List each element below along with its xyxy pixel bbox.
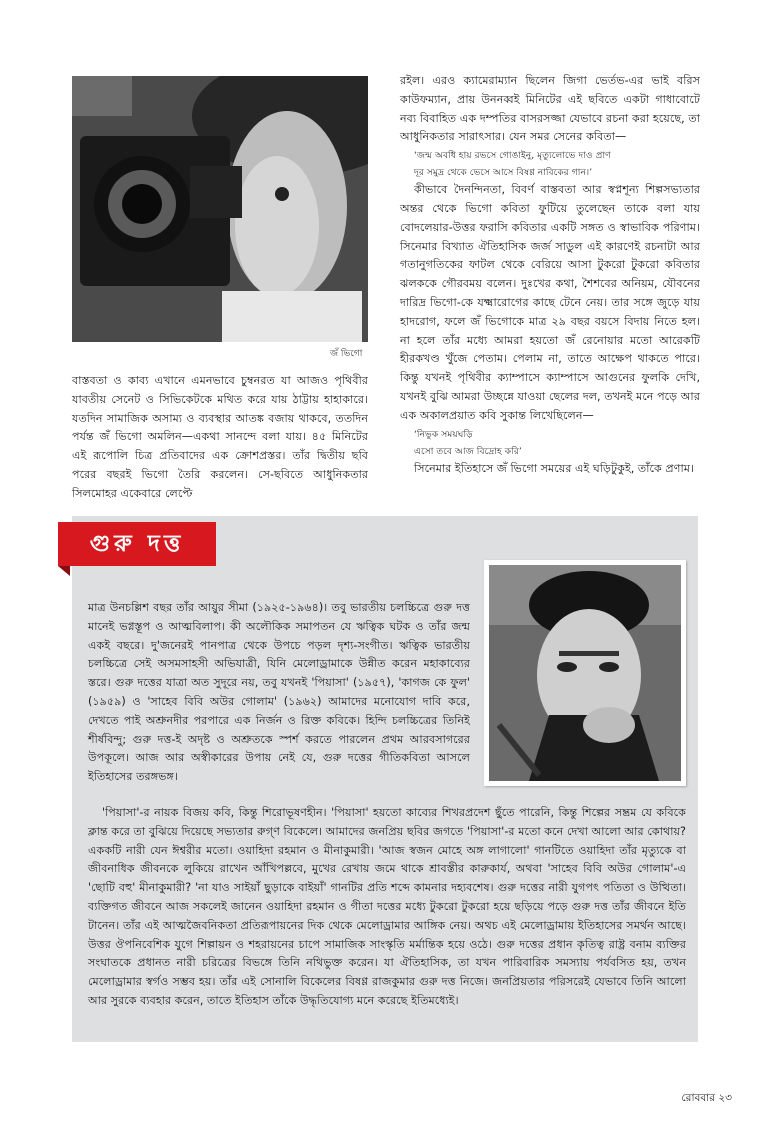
- page-footer: রোববার ২৩: [681, 1092, 732, 1104]
- section-lower-text: 'পিয়াসা'-র নায়ক বিজয় কবি, কিন্তু শিরোভূষণহীন। 'পিয়াসা' হয়তো কাব্যের শিখরপ্রদেশ ছুঁতে পারেনি, কিন্তু শিল্পের সম্ভ্রম যে কবিকে ক্লান্ত করে তা বুঝিয়ে দিয়েছে সভ্যতার রুগ্‌ণ বিকেলে। আমাদের জনপ্রিয় ছবির জগতে 'পিয়াসা'-র মতো কনে দেখা আলো আর কোথায়? এককটি নারী যেন ঈশ্বরীর মতো। ওয়াহিদা রহমান ও মীনাকুমারী। 'আজ স্বজন মোহে অঙ্গ লাগালো' গানটিতে ওয়াহিদা তাঁর মৃত্যুকে বা জীবনাধিক জীবনকে লুকিয়ে রাখেন আঁখিপল্লবে, মুখের রেখায় জমে থাকে শ্রাবস্তীর কারুকার্য, অথবা 'সাহেব বিবি অউর গোলাম'-এ 'ছোটি বহু' মীনাকুমারী? 'না যাও সাইয়াঁ ছুড়াকে বাইয়াঁ' গানটির প্রতি শব্দে কামনার দহ্যবশেষ। গুরু দত্তের নারী যুগপৎ পতিতা ও উত্থিতা। ব্যক্তিগত জীবনে আজ সকলেই জানেন ওয়াহিদা রহমান ও গীতা দত্তের মধ্যে টুকরো টুকরো হয়ে ছড়িয়ে পড়ে গুরু দত্ত তাঁর জীবনে ইতি টানেন। তাঁর এই আত্মজৈবনিকতা প্রতিরূপায়নের দিক থেকে মেলোড্রামার আঙ্গিক নেয়। অথচ এই মেলোড্রামায় ইতিহাসের সমর্থন আছে। উত্তর ঔপনিবেশিক যুগে শিল্পায়ন ও শহরায়নের চাপে সামাজিক সাংস্কৃতি মর্মান্তিক হয়ে ওঠে। গুরু দত্তের প্রধান কৃতিত্ব রাষ্ট্র বনাম ব্যক্তির সংঘাতকে প্রধানত নারী চরিত্রের বিভঙ্গে তিনি নথিভুক্ত করেন। যা ঐতিহাসিক, তা যখন পারিবারিক সমস্যায় পর্যবসিত হয়, তখন মেলোড্রামার স্বর্গও সম্ভব হয়। তাঁর এই সোনালি বিকেলের বিষণ্ণ রাজকুমার গুরু দত্ত নিজে। জনপ্রিয়তার পরিসরেই যেভাবে তিনি আলো আর সুরকে ব্যবহার করেন, তাতে ইতিহাস তাঁকে উদ্ধৃতিযোগ্য মনে করেছে ইতিমধ্যেই।: [88, 806, 686, 1007]
- right-paragraph-1: রইল। এরও ক্যামেরাম্যান ছিলেন জিগা ভের্তভ-এর ভাই বরিস কাউফম্যান, প্রায় উননব্বই মিনিটের এই ছবিতে একটা গাধাবোটে নব্য বিবাহিত এক দম্পতির বাসরসজ্জা যেভাবে রচনা করা হয়েছে, তা আধুনিকতার সারাৎসার। যেন সমর সেনের কবিতা—: [400, 74, 700, 144]
- right-column-text: [400, 72, 700, 478]
- poem-sukanta: [400, 426, 700, 460]
- poem-line: এসো তবে আজ বিদ্রোহ করি’: [414, 445, 522, 457]
- section-banner-title: গুরু দত্ত: [58, 522, 216, 566]
- right-paragraph-2: কীভাবে দৈনন্দিনতা, বিবর্ণ বাস্তবতা আর স্বপ্নশূন্য শিল্পসভ্যতার অন্তর থেকে ভিগো কবিতা ফুটিয়ে তুলেছেন তাকে বলা যায় বোদলেয়ার-উত্তর ফরাসি কবিতার একটি সঙ্গত ও স্বাভাবিক পরিণাম। সিনেমার বিখ্যাত ঐতিহাসিক জর্জ সাডুল এই কারণেই রচনাটা আর গতানুগতিকের ফাটল থেকে বেরিয়ে আসা টুকরো টুকরো কবিতার ঝলককে গৌরবময় বলেন। দুঃখের কথা, শৈশবের অনিয়ম, যৌবনের দারিদ্র ভিগো-কে যক্ষ্মারোগের কাছে টেনে নেয়। তার সঙ্গে জুড়ে যায় হাদরোগ, ফলে জঁ ভিগোকে মাত্র ২৯ বছর বয়সে বিদায় নিতে হল। না হলে তাঁর মধ্যে আমরা হয়তো জঁ রেনোয়ার মতো আরেকটি হীরকখণ্ড খুঁজে পেতাম। পেলাম না, তাতে আক্ষেপ থাকতে পারে। কিন্তু যখনই পৃথিবীর ক্যাম্পাসে ক্যাম্পাসে আগুনের ফুলকি দেখি, যখনই বুঝি আমরা উচ্ছন্নে যাওয়া ছেলের দল, তখনই মনে পড়ে আর এক অকালপ্রয়াত কবি সুকান্ত লিখেছিলেন—: [400, 183, 700, 422]
- left-column-text: [72, 372, 368, 504]
- guru-dutt-photo: [489, 565, 681, 781]
- poem-line: ‘জন্ম অবধি হায় রভসে গোঙাইনু, মৃত্যুলোভে দাও প্রাণ: [414, 150, 611, 162]
- section-upper-text: মাত্র উনচল্লিশ বছর তাঁর আয়ুর সীমা (১৯২৫-১৯৬৪)। তবু ভারতীয় চলচ্চিত্রে গুরু দত্ত মানেই ভগ্নস্তূপ ও আত্মবিলাপ। কী অলৌকিক সমাপতন যে ঋত্বিক ঘটক ও তাঁর জন্ম একই বছরে। দু'জনেরই পানপাত্র থেকে উপচে পড়ল দৃশ্য-সংগীত। ঋত্বিক ভারতীয় চলচ্চিত্রে সেই অসমসাহসী অভিযাত্রী, যিনি মেলোড্রামাকে উন্নীত করেন মহাকাব্যের স্তরে। গুরু দত্তের যাত্রা অত সুদূরে নয়, তবু যখনই 'পিয়াসা' (১৯৫৭), 'কাগজ কে ফুল' (১৯৫৯) ও 'সাহেব বিবি অউর গোলাম' (১৯৬২) আমাদের মনোযোগ দাবি করে, দেখতে পাই অশ্রুনদীর পরপারে এক নির্জন ও রিক্ত কবিকে। হিন্দি চলচ্চিত্রের তিনিই শীর্ষবিন্দু; গুরু দত্ত-ই অদৃষ্ট ও অশ্রুতকে স্পর্শ করতে পারলেন প্রথম আরবসাগরের উপকূলে। আজ আর অস্বীকারের উপায় নেই যে, গুরু দত্তের গীতিকবিতা আসলে ইতিহাসের তরঙ্গভঙ্গ।: [88, 601, 470, 784]
- poem-samar-sen: [400, 147, 700, 181]
- poem-line: ‘নিভুক সময়ঘড়ি: [414, 428, 473, 440]
- guru-dutt-photo-frame: [484, 560, 686, 786]
- top-photo-caption: জঁ ভিগো: [330, 349, 363, 359]
- poem-line: দূর সমুদ্র থেকে ভেসে আসে বিষণ্ণ নাবিকের গান।’: [414, 167, 593, 179]
- top-photo-camera-man: [72, 76, 368, 342]
- right-paragraph-3: সিনেমার ইতিহাসে জঁ ভিগো সময়ের এই ঘড়িটুকুই, তাঁকে প্রণাম।: [414, 461, 694, 475]
- banner-fold: [58, 566, 70, 576]
- left-paragraph: বাস্তবতা ও কাব্য এখানে এমনভাবে চুম্বনরত যা আজও পৃথিবীর যাবতীয় সেনেট ও সিভিকেটকে মথিত করে যায় ঠাট্টায় হাহাকারে। যতদিন সামাজিক অসাম্য ও ব্যবস্থার আতঙ্ক বজায় থাকবে, ততদিন পর্যন্ত জঁ ভিগো অমলিন—একথা সানন্দে বলা যায়। ৪৫ মিনিটের এই রূপোলি চিত্র প্রতিবাদের এক ক্রোশপ্রস্তর। তাঁর দ্বিতীয় ছবি পরের বছরই ভিগো তৈরি করলেন। সে-ছবিতে আধুনিকতার সিলমোহর একেবারে লেপ্টে: [72, 374, 368, 500]
